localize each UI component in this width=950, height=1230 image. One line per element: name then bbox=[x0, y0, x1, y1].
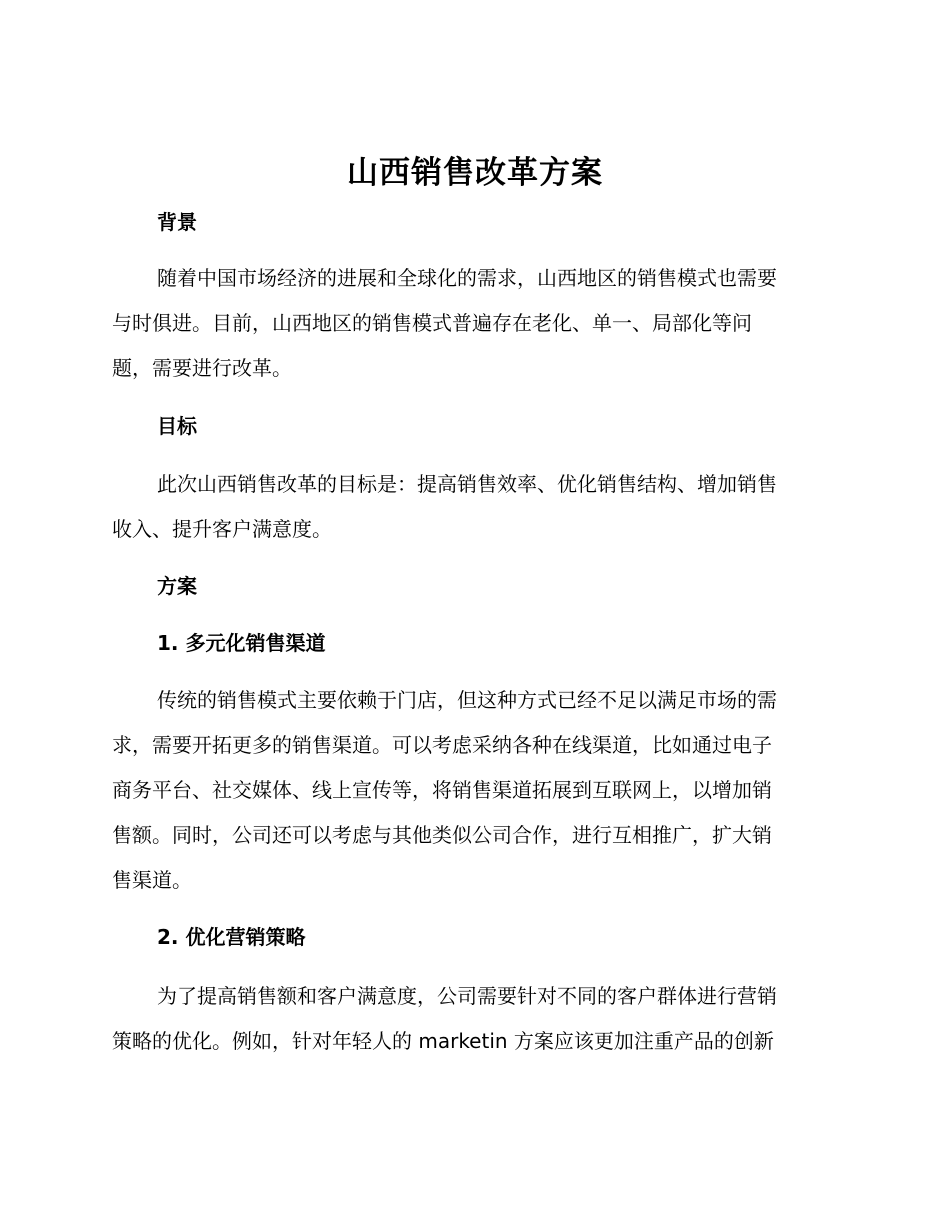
paragraph-line: 收入、提升客户满意度。 bbox=[112, 517, 332, 541]
paragraph-line: 与时俱进。目前，山西地区的销售模式普遍存在老化、单一、局部化等问 bbox=[112, 311, 752, 335]
paragraph-line: 此次山西销售改革的目标是：提高销售效率、优化销售结构、增加销售 bbox=[157, 472, 777, 496]
paragraph-background bbox=[112, 263, 832, 398]
paragraph-line: 传统的销售模式主要依赖于门店，但这种方式已经不足以满足市场的需 bbox=[157, 688, 777, 712]
paragraph-line: 求，需要开拓更多的销售渠道。可以考虑采纳各种在线渠道，比如通过电子 bbox=[112, 733, 772, 757]
paragraph-channels bbox=[112, 685, 832, 910]
section-heading-goal: 目标 bbox=[157, 414, 197, 438]
section-heading-background: 背景 bbox=[157, 210, 197, 234]
paragraph-marketing bbox=[112, 981, 832, 1071]
paragraph-line: 题，需要进行改革。 bbox=[112, 356, 292, 380]
subsection-heading-channels: 1. 多元化销售渠道 bbox=[157, 631, 326, 655]
paragraph-line: 策略的优化。例如，针对年轻人的 marketin 方案应该更加注重产品的创新 bbox=[112, 1029, 774, 1053]
paragraph-line: 商务平台、社交媒体、线上宣传等，将销售渠道拓展到互联网上，以增加销 bbox=[112, 778, 772, 802]
subsection-heading-marketing: 2. 优化营销策略 bbox=[157, 925, 306, 949]
paragraph-line: 为了提高销售额和客户满意度，公司需要针对不同的客户群体进行营销 bbox=[157, 984, 777, 1008]
paragraph-line: 随着中国市场经济的进展和全球化的需求，山西地区的销售模式也需要 bbox=[157, 266, 777, 290]
document-title: 山西销售改革方案 bbox=[347, 155, 603, 191]
paragraph-line: 售额。同时，公司还可以考虑与其他类似公司合作，进行互相推广，扩大销 bbox=[112, 823, 772, 847]
paragraph-goal bbox=[112, 469, 832, 559]
paragraph-line: 售渠道。 bbox=[112, 868, 192, 892]
section-heading-plan: 方案 bbox=[157, 574, 197, 598]
